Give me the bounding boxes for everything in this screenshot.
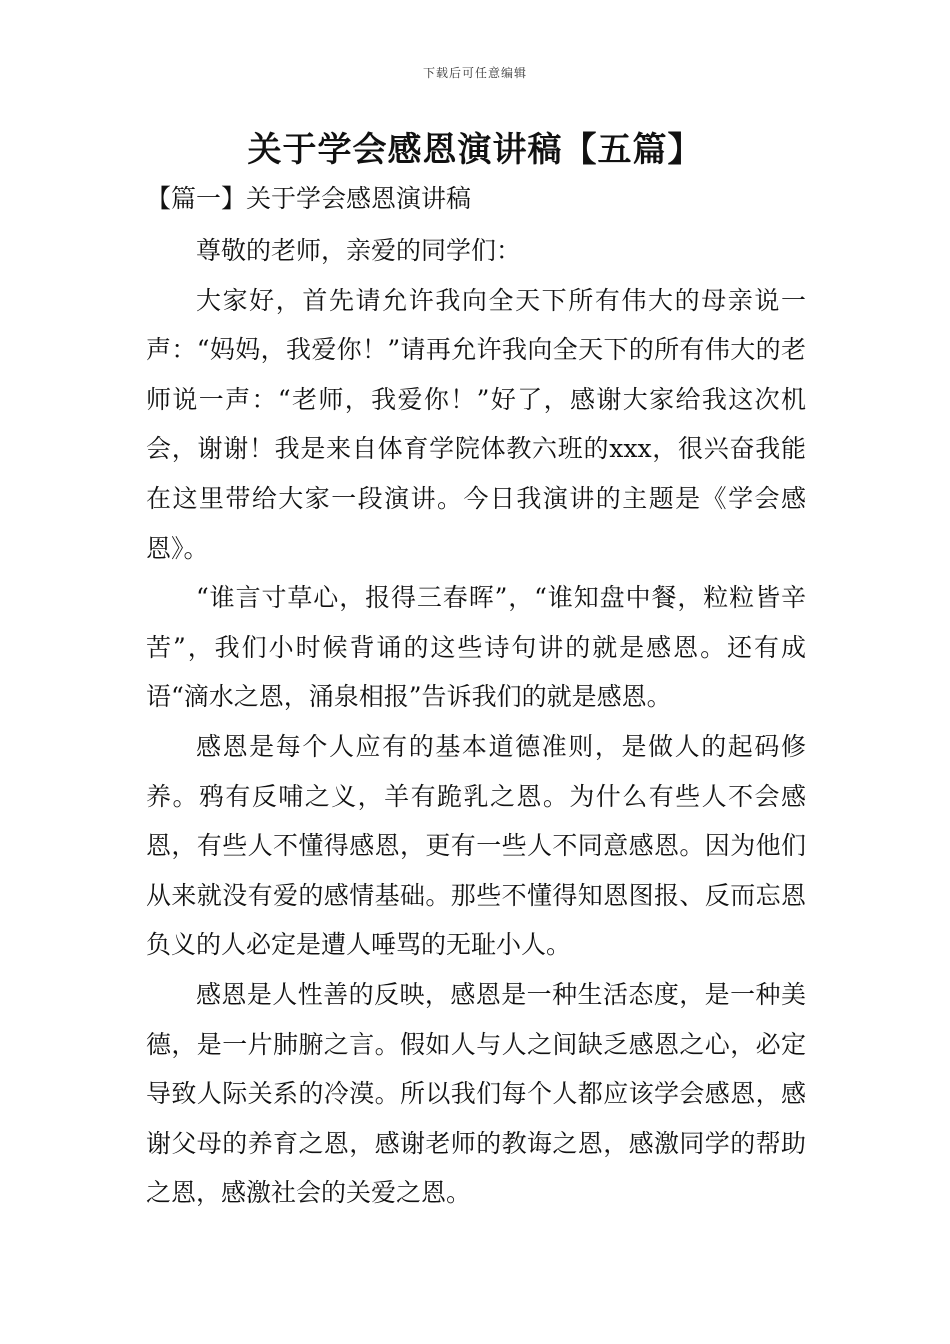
paragraph: 大家好，首先请允许我向全天下所有伟大的母亲说一声：“妈妈，我爱你！”请再允许我向全天下的所有伟大的老师说一声：“老师，我爱你！”好了，感谢大家给我这次机会，谢谢！我是来自体育学院体教六班的xxx，很兴奋我能在这里带给大家一段演讲。今日我演讲的主题是《学会感恩》。 xyxy=(146,285,806,563)
paragraph: “谁言寸草心，报得三春晖”，“谁知盘中餐，粒粒皆辛苦”，我们小时候背诵的这些诗句讲的就是感恩。还有成语“滴水之恩，涌泉相报”告诉我们的就是感恩。 xyxy=(146,583,806,712)
section-heading: 【篇一】关于学会感恩演讲稿 xyxy=(146,184,472,213)
document-body xyxy=(146,226,806,1218)
paragraph: 感恩是人性善的反映，感恩是一种生活态度，是一种美德，是一片肺腑之言。假如人与人之间缺乏感恩之心，必定导致人际关系的冷漠。所以我们每个人都应该学会感恩，感谢父母的养育之恩，感谢老师的教诲之恩，感激同学的帮助之恩，感激社会的关爱之恩。 xyxy=(146,979,806,1208)
paragraph-salutation: 尊敬的老师，亲爱的同学们： xyxy=(196,236,522,265)
paragraph: 感恩是每个人应有的基本道德准则，是做人的起码修养。鸦有反哺之义，羊有跪乳之恩。为什么有些人不会感恩，有些人不懂得感恩，更有一些人不同意感恩。因为他们从来就没有爱的感情基础。那些不懂得知恩图报、反而忘恩负义的人必定是遭人唾骂的无耻小人。 xyxy=(146,731,806,960)
page-header-note: 下载后可任意编辑 xyxy=(422,66,527,80)
document-title: 关于学会感恩演讲稿【五篇】 xyxy=(247,130,703,170)
